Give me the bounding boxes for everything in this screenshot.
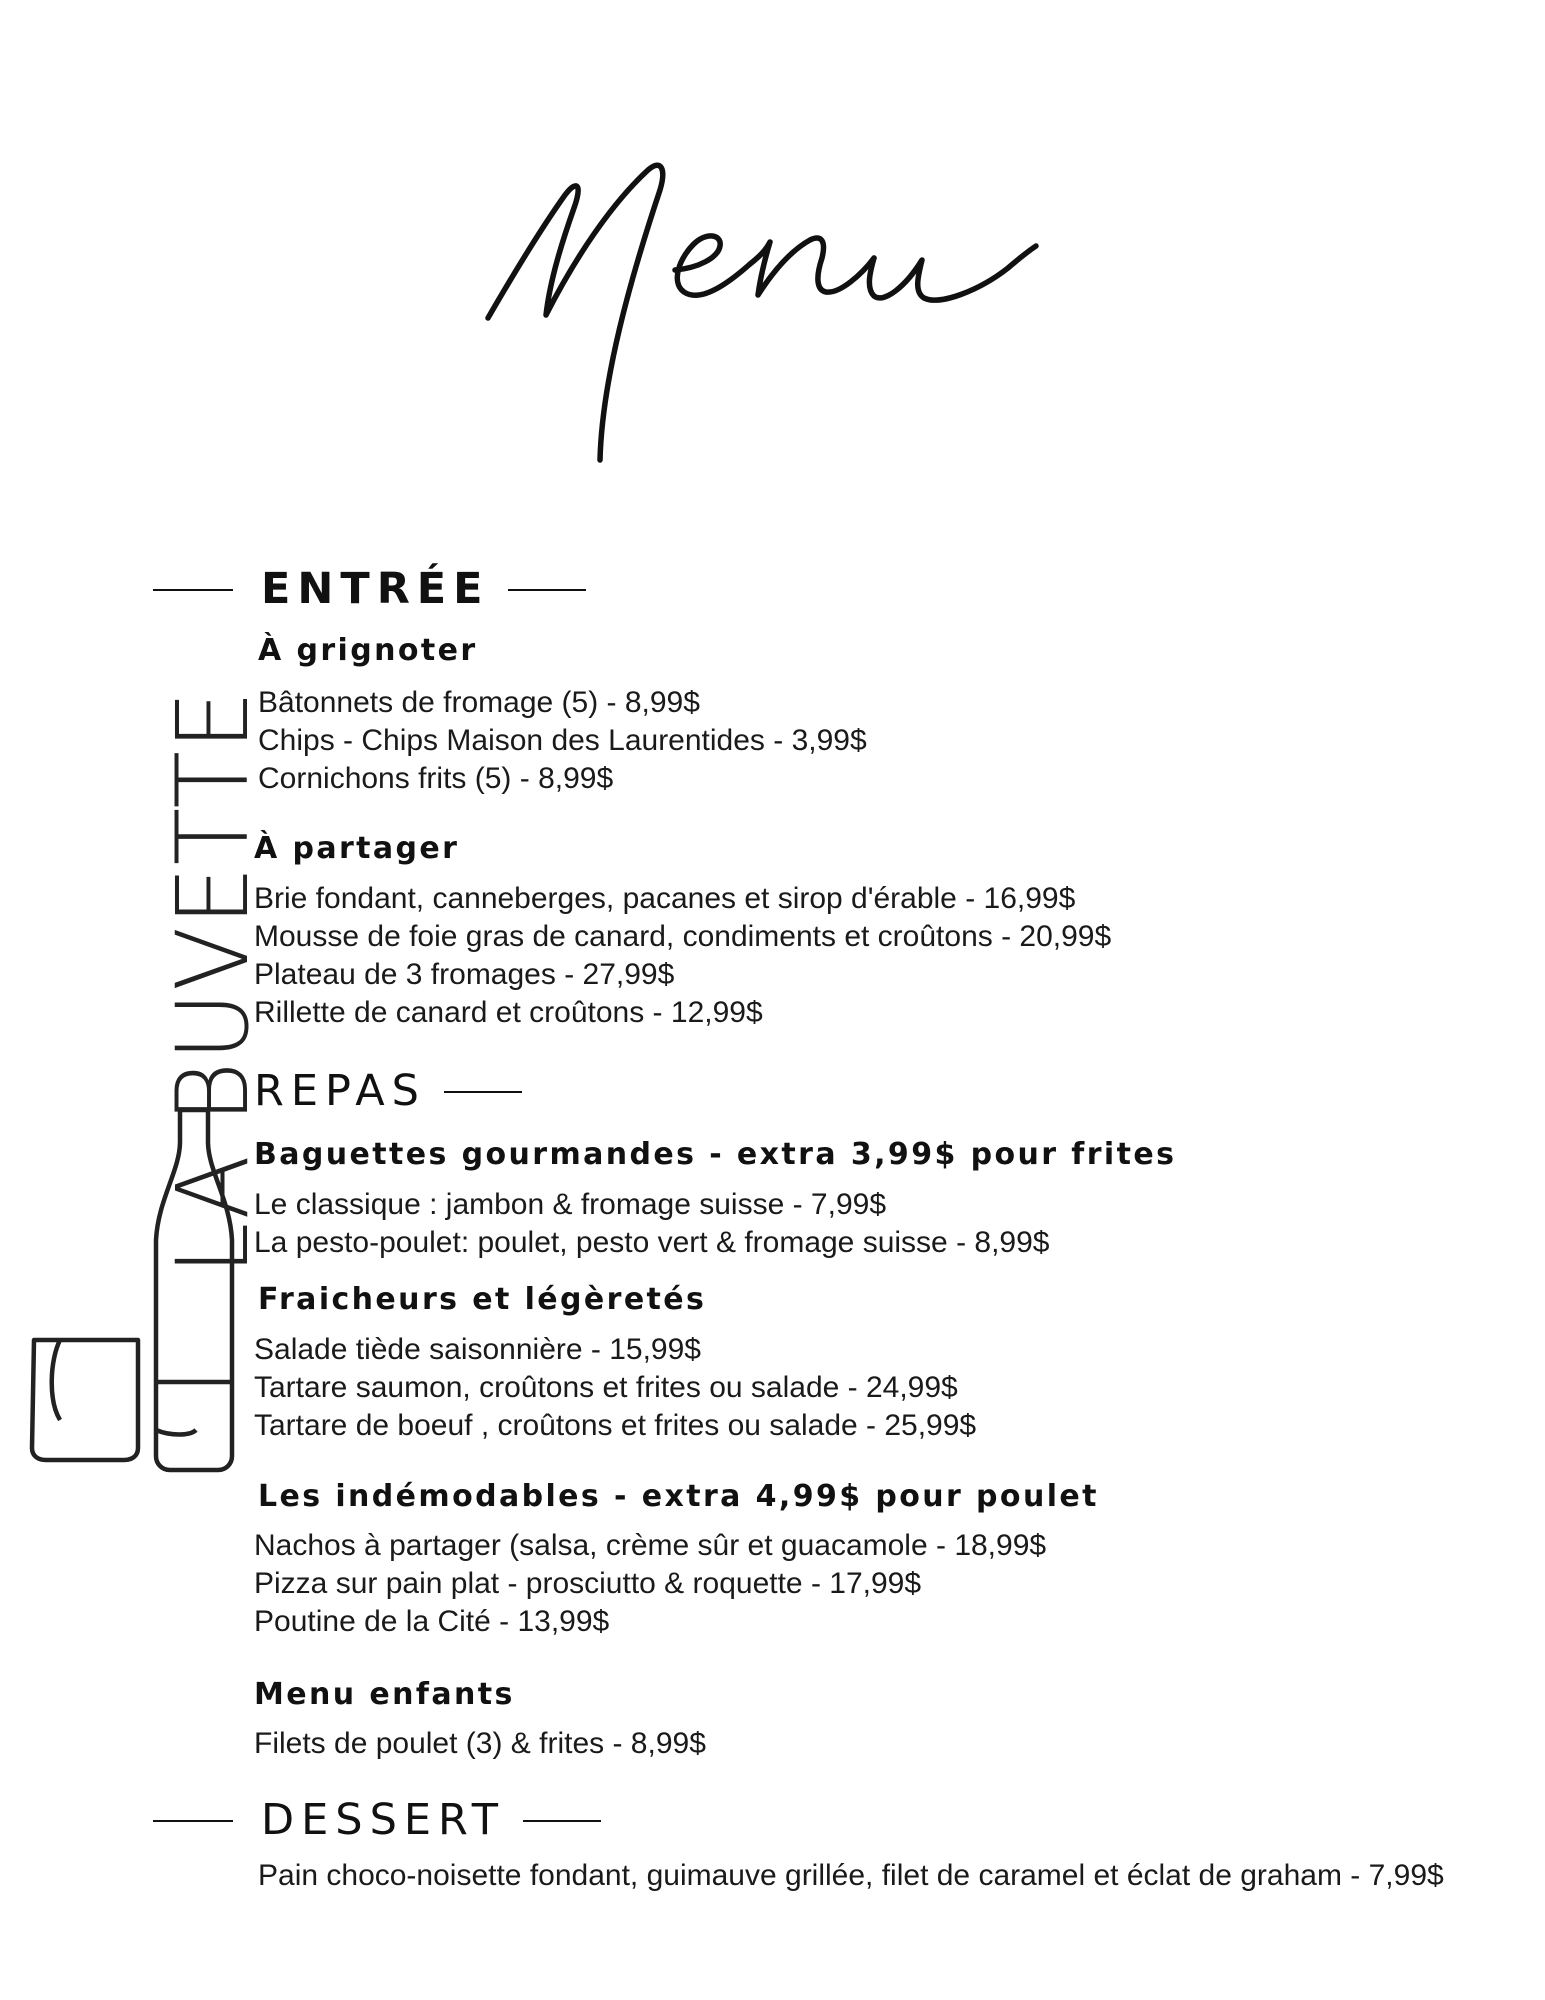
menu-item: Tartare de boeuf , croûtons et frites ou salade - 25,99$ xyxy=(254,1409,977,1442)
item-list-a-grignoter xyxy=(258,684,867,798)
item-list-a-partager xyxy=(254,880,1111,1032)
menu-item: Filets de poulet (3) & frites - 8,99$ xyxy=(254,1727,706,1760)
menu-script-lettering xyxy=(470,90,1090,490)
menu-item: Mousse de foie gras de canard, condiments et croûtons - 20,99$ xyxy=(254,920,1112,953)
brand-name: LA BUVETTE xyxy=(156,689,272,1275)
menu-title xyxy=(470,90,1090,490)
subsection-title-indemodables: Les indémodables - extra 4,99$ pour poulet xyxy=(258,1479,1099,1514)
menu-item: Salade tiède saisonnière - 15,99$ xyxy=(254,1333,701,1366)
menu-item: Pain choco-noisette fondant, guimauve grillée, filet de caramel et éclat de graham - 7,99$ xyxy=(258,1859,1444,1892)
menu-item: Poutine de la Cité - 13,99$ xyxy=(254,1605,610,1638)
section-title-repas: REPAS xyxy=(254,1066,426,1116)
menu-item: Brie fondant, canneberges, pacanes et sirop d'érable - 16,99$ xyxy=(254,882,1076,915)
section-title-dessert: DESSERT xyxy=(261,1795,506,1845)
menu-item: La pesto-poulet: poulet, pesto vert & fromage suisse - 8,99$ xyxy=(254,1226,1050,1259)
menu-item: Le classique : jambon & fromage suisse - 7,99$ xyxy=(254,1188,887,1221)
subsection-title-fraicheurs: Fraicheurs et légèretés xyxy=(258,1282,707,1317)
section-title-entree: ENTRÉE xyxy=(261,564,490,614)
menu-item: Chips - Chips Maison des Laurentides - 3,99$ xyxy=(258,724,867,757)
subsection-title-a-partager: À partager xyxy=(254,831,460,866)
subsection-title-a-grignoter: À grignoter xyxy=(258,633,478,668)
menu-item: Plateau de 3 fromages - 27,99$ xyxy=(254,958,675,991)
divider-line xyxy=(153,589,233,591)
subsection-title-baguettes: Baguettes gourmandes - extra 3,99$ pour frites xyxy=(254,1137,1177,1172)
section-header-repas xyxy=(254,1066,522,1116)
item-list-fraicheurs xyxy=(254,1331,976,1445)
menu-item: Rillette de canard et croûtons - 12,99$ xyxy=(254,996,763,1029)
item-list-baguettes xyxy=(254,1186,1049,1262)
item-list-menu-enfants xyxy=(254,1725,706,1763)
menu-item: Cornichons frits (5) - 8,99$ xyxy=(258,762,614,795)
menu-item: Pizza sur pain plat - prosciutto & roquette - 17,99$ xyxy=(254,1567,922,1600)
divider-line xyxy=(153,1820,233,1822)
section-header-dessert xyxy=(153,1795,601,1845)
divider-line xyxy=(523,1820,601,1822)
menu-item: Bâtonnets de fromage (5) - 8,99$ xyxy=(258,686,700,719)
menu-item: Nachos à partager (salsa, crème sûr et guacamole - 18,99$ xyxy=(254,1529,1047,1562)
menu-item: Tartare saumon, croûtons et frites ou salade - 24,99$ xyxy=(254,1371,958,1404)
item-list-indemodables xyxy=(254,1527,1046,1641)
brand-logo xyxy=(20,689,272,1490)
subsection-title-menu-enfants: Menu enfants xyxy=(254,1677,515,1712)
divider-line xyxy=(444,1091,522,1093)
divider-line xyxy=(508,589,586,591)
section-header-entree xyxy=(153,564,586,614)
item-list-dessert xyxy=(258,1857,1444,1895)
